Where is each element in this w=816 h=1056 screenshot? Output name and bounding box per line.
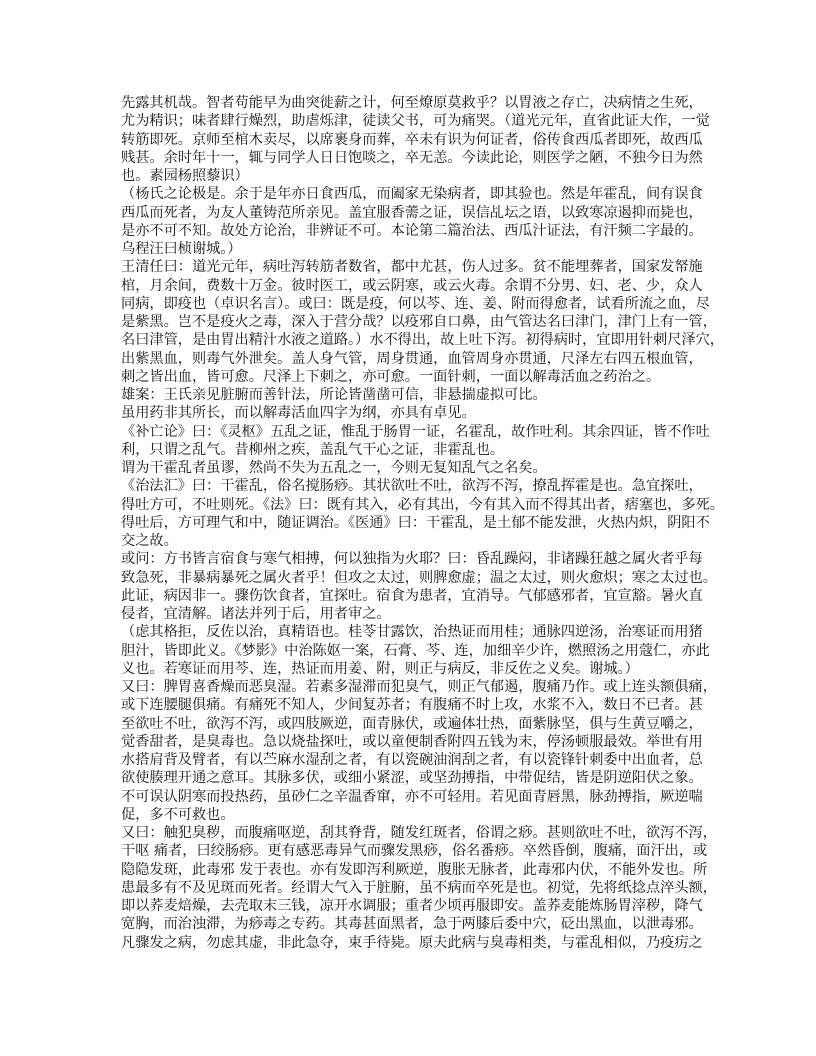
text-line: 胆汁，皆即此义。《梦影》中治陈妪一案，石膏、芩、连，加细辛少许，燃照汤之用蔻仁，亦此 <box>121 642 710 659</box>
text-line: （虑其格拒，反佐以治，真精语也。桂苓甘露饮，治热证而用桂；通脉四逆汤，治寒证而用猪 <box>121 624 703 641</box>
text-line: 《治法汇》曰：干霍乱，俗名搅肠痧。其状欲吐不吐，欲泻不泻，撩乱挥霍是也。急宜探吐， <box>121 478 703 495</box>
text-line: 至欲吐不吐，欲泻不泻，或四肢厥逆，面青脉伏，或遍体壮热，面紫脉坚，俱与生黄豆嚼之， <box>121 715 703 732</box>
text-line: 转筋即死。京师至棺木卖尽，以席裹身而葬，卒未有识为何证者，俗传食西瓜者即死，故西瓜 <box>121 131 703 148</box>
text-line: 水搭肩背及臂者，有以苎麻水湿刮之者，有以瓷碗油润刮之者，有以瓷锋针刺委中出血者，总 <box>121 752 703 768</box>
text-line: （杨氏之论极是。余于是年亦日食西瓜，而阖家无染病者，即其验也。然是年霍乱，间有误食 <box>121 186 703 203</box>
text-line: 又曰：脾胃喜香燥而恶臭湿。若素多湿滞而犯臭气，则正气郁遏，腹痛乃作。或上连头额俱痛， <box>121 679 717 695</box>
text-line: 尤为精识；味者肆行燥烈，助虐烁津，徒读父书，可为痛哭。（道光元年，直省此证大作，一觉 <box>121 113 710 130</box>
text-line: 此证，病因非一。骤伤饮食者，宜探吐。宿食为患者，宜消导。气郁感邪者，宜宣豁。暑火直 <box>121 587 703 604</box>
text-line: 出紫黑血，则毒气外泄矣。盖人身气管，周身贯通，血管周身亦贯通，尺泽左右四五根血管， <box>121 350 703 367</box>
text-line: 患最多有不及见斑而死者。经谓大气入于脏腑，虽不病而卒死是也。初觉，先将纸捻点淬头额， <box>121 879 717 896</box>
text-line: 同病，即疫也（卓识名言）。或曰：既是疫，何以芩、连、姜、附而得愈者，试看所流之血，尽 <box>121 295 710 312</box>
text-line: 《补亡论》曰：《灵枢》五乱之证，惟乱于肠胃一证，名霍乱，故作吐利。其余四证，皆不作吐 <box>121 423 710 440</box>
text-line: 名曰津管，是由胃出精汁水液之道路。）水不得出，故上吐下泻。初得病时，宜即用针刺尺泽穴， <box>121 332 724 349</box>
text-line: 侵者，宜清解。诸法并列于后，用者审之。 <box>121 606 391 622</box>
text-line: 又曰：触犯臭秽，而腹痛呕逆，刮其脊背，随发红斑者，俗谓之痧。甚则欲吐不吐，欲泻不泻， <box>121 825 717 841</box>
text-line: 西瓜而死者，为友人董铸范所亲见。盖宜服香薷之证，误信乩坛之语，以致寒凉遏抑而毙也， <box>121 204 703 221</box>
text-line: 得吐后，方可理气和中，随证调治。《医通》曰：干霍乱，是土郁不能发泄，火热内炽，阴阳不 <box>121 514 710 531</box>
text-line: 交之故。 <box>121 533 178 549</box>
text-line: 也。素园杨照藜识） <box>121 168 249 184</box>
text-line: 是紫黑。岂不是疫火之毒，深入于营分哉？以疫邪自口鼻，由气管达名曰津门，津门上有一管， <box>121 314 717 330</box>
text-line: 贱甚。余时年十一，辄与同学人日日饱啖之，卒无恙。今读此论，则医学之陋，不独今日为然 <box>121 149 703 166</box>
text-line: 促，多不可救也。 <box>121 806 235 823</box>
text-line: 利，只谓之乱气。昔柳州之疾，盖乱气干心之证，非霍乱也。 <box>121 441 505 458</box>
text-line: 宽胸，而治浊滞，为痧毒之专药。其毒甚面黑者，急于两膝后委中穴，砭出黑血，以泄毒邪。 <box>121 916 703 933</box>
document-page <box>121 94 724 952</box>
text-line: 凡骤发之病，勿虑其虚，非此急夺，束手待毙。原夫此病与臭毒相类，与霍乱相似，乃疫疠之 <box>121 934 703 951</box>
text-line: 谓为干霍乱者虽谬，然尚不失为五乱之一，今则无复知乱气之名矣。 <box>121 460 547 476</box>
text-line: 刺之皆出血，皆可愈。尺泽上下刺之，亦可愈。一面针刺，一面以解毒活血之药治之。 <box>121 368 661 385</box>
text-line: 虽用药非其所长，而以解毒活血四字为纲，亦具有卓见。 <box>121 405 476 422</box>
text-line: 欲使腠理开通之意耳。其脉多伏，或细小紧涩，或坚劲搏指，中带促结，皆是阴逆阳伏之象。 <box>121 770 703 787</box>
text-line: 先露其机哉。智者苟能早为曲突徙薪之计，何至燎原莫救乎？以胃液之存亡，决病情之生死， <box>121 95 703 111</box>
text-line: 觉香甜者，是臭毒也。急以烧盐探吐，或以童便制香附四五钱为末，停汤顿服最效。举世有用 <box>121 733 703 750</box>
text-line: 雄案：王氏亲见脏腑而善针法，所论皆凿凿可信，非悬揣虚拟可比。 <box>121 387 547 403</box>
text-line: 或下连腰腿俱痛。有痛死不知人，少间复苏者；有腹痛不时上攻，水浆不入，数日不已者。甚 <box>121 697 703 714</box>
text-line: 得吐方可，不吐则死。《法》曰：既有其入，必有其出，今有其入而不得其出者，痞塞也，多死。 <box>121 496 724 513</box>
text-line: 王清任曰：道光元年，病吐泻转筋者数省，都中尤甚，伤人过多。贫不能埋葬者，国家发帑施 <box>121 259 703 276</box>
text-line: 乌程汪曰桢谢城。） <box>121 241 242 257</box>
text-line: 隐隐发斑，此毒邪 发于表也。亦有发即泻利厥逆，腹胀无脉者，此毒邪内伏，不能外发也。所 <box>121 861 708 878</box>
text-line: 义也。若寒证而用芩、连，热证而用姜、附，则正与病反，非反佐之义矣。谢城。） <box>121 660 639 677</box>
text-line: 干呕 痛者，曰绞肠痧。更有感恶毒异气而骤发黑痧，俗名番痧。卒然昏倒，腹痛，面汗出，或 <box>121 843 708 860</box>
text-line: 致急死，非暴病暴死之属火者乎！但攻之太过，则脾愈虚；温之太过，则火愈炽；寒之太过也。 <box>121 569 717 586</box>
text-line: 棺，月余间，费数十万金。彼时医工，或云阴寒，或云火毒。余谓不分男、妇、老、少，众人 <box>121 277 703 294</box>
text-line: 或问：方书皆言宿食与寒气相搏，何以独指为火耶？曰：昏乱躁闷，非诸躁狂越之属火者乎每 <box>121 551 703 568</box>
text-line: 是亦不可不知。故处方论治，非辨证不可。本论第二篇治法、西瓜汁证法，有汗频二字最的。 <box>121 222 703 239</box>
text-line: 不可误认阴寒而投热药，虽砂仁之辛温香窜，亦不可轻用。若见面青唇黑，脉劲搏指，厥逆喘 <box>121 788 703 805</box>
text-line: 即以荞麦焙燥，去壳取末三钱，凉开水调服；重者少顷再服即安。盖荞麦能炼肠胃滓秽，降气 <box>121 898 703 914</box>
